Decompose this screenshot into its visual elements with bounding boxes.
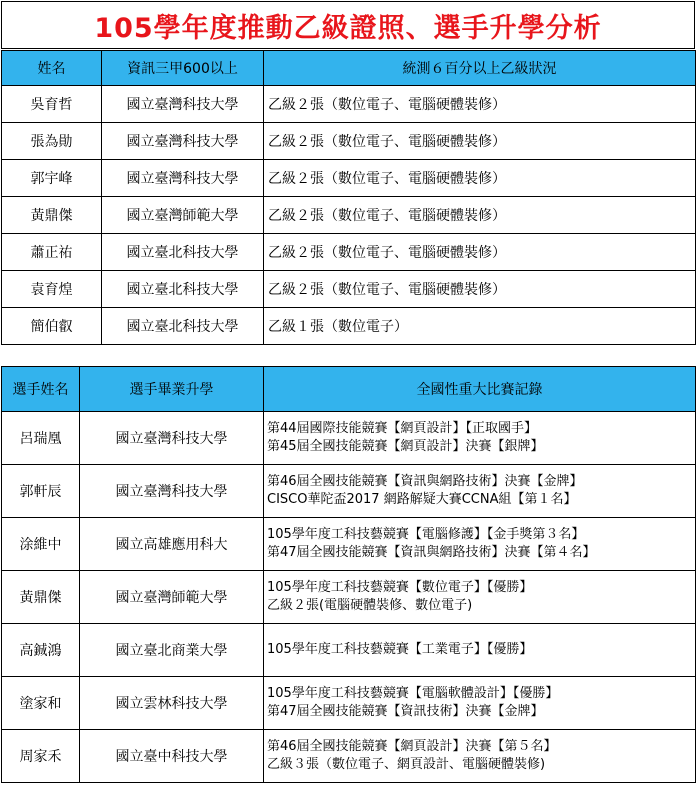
student-name: 黃鼎傑 (2, 197, 102, 234)
school-name: 國立臺灣科技大學 (102, 160, 264, 197)
competition-records (264, 518, 696, 571)
competition-records (264, 624, 696, 677)
record-line: 乙級３張（數位電子、網頁設計、電腦硬體裝修) (267, 757, 546, 772)
student-name: 張為勛 (2, 123, 102, 160)
player-name: 高鋮鴻 (2, 624, 80, 677)
player-name: 涂維中 (2, 518, 80, 571)
certification-status: 乙級２張（數位電子、電腦硬體裝修） (264, 271, 696, 308)
header-player-name: 選手姓名 (2, 367, 80, 412)
school-name: 國立臺北科技大學 (102, 308, 264, 345)
player-name: 黃鼎傑 (2, 571, 80, 624)
school-name: 國立臺灣科技大學 (102, 86, 264, 123)
record-line: 第45屆全國技能競賽【網頁設計】決賽【銀牌】 (267, 439, 544, 454)
school-name: 國立臺灣科技大學 (80, 412, 264, 465)
header-competition-record: 全國性重大比賽記錄 (264, 367, 696, 412)
certification-status: 乙級２張（數位電子、電腦硬體裝修） (264, 123, 696, 160)
table-row (2, 86, 696, 123)
table-header-row (2, 367, 696, 412)
record-line: 第44屆國際技能競賽【網頁設計】【正取國手】 (267, 421, 538, 436)
player-name: 呂瑞凰 (2, 412, 80, 465)
table-row (2, 730, 696, 783)
table-row (2, 123, 696, 160)
table-row (2, 677, 696, 730)
table-row (2, 197, 696, 234)
table-row (2, 308, 696, 345)
school-name: 國立臺灣科技大學 (80, 465, 264, 518)
certification-status: 乙級１張（數位電子） (264, 308, 696, 345)
record-line: 第46屆全國技能競賽【網頁設計】決賽【第５名】 (267, 739, 557, 754)
school-name: 國立臺灣師範大學 (102, 197, 264, 234)
header-school: 資訊三甲600以上 (102, 51, 264, 86)
student-name: 吳育哲 (2, 86, 102, 123)
school-name: 國立臺中科技大學 (80, 730, 264, 783)
table-row (2, 234, 696, 271)
record-line: 第47屆全國技能競賽【資訊技術】決賽【金牌】 (267, 704, 544, 719)
school-name: 國立雲林科技大學 (80, 677, 264, 730)
school-name: 國立臺北科技大學 (102, 234, 264, 271)
school-name: 國立臺北商業大學 (80, 624, 264, 677)
student-name: 簡伯叡 (2, 308, 102, 345)
table-header-row (2, 51, 696, 86)
table-row (2, 160, 696, 197)
table-row (2, 412, 696, 465)
student-name: 袁育煌 (2, 271, 102, 308)
table-row (2, 271, 696, 308)
competition-records (264, 412, 696, 465)
certification-status: 乙級２張（數位電子、電腦硬體裝修） (264, 234, 696, 271)
certification-table (1, 50, 696, 345)
competition-records (264, 465, 696, 518)
table-row (2, 571, 696, 624)
school-name: 國立臺北科技大學 (102, 271, 264, 308)
player-name: 塗家和 (2, 677, 80, 730)
header-certification: 統測６百分以上乙級狀況 (264, 51, 696, 86)
table-row (2, 465, 696, 518)
record-line: 105學年度工科技藝競賽【工業電子】【優勝】 (267, 642, 533, 657)
competition-records (264, 571, 696, 624)
record-line: 乙級２張(電腦硬體裝修、數位電子) (267, 598, 473, 613)
record-line: CISCO華陀盃2017 網路解疑大賽CCNA組【第１名】 (267, 492, 577, 507)
school-name: 國立臺灣科技大學 (102, 123, 264, 160)
record-line: 105學年度工科技藝競賽【電腦修護】【金手獎第３名】 (267, 527, 585, 542)
certification-status: 乙級２張（數位電子、電腦硬體裝修） (264, 86, 696, 123)
record-line: 第47屆全國技能競賽【資訊與網路技術】決賽【第４名】 (267, 545, 596, 560)
certification-status: 乙級２張（數位電子、電腦硬體裝修） (264, 160, 696, 197)
record-line: 105學年度工科技藝競賽【電腦軟體設計】【優勝】 (267, 686, 559, 701)
table-row (2, 518, 696, 571)
page-title: 105學年度推動乙級證照、選手升學分析 (1, 1, 695, 49)
header-name: 姓名 (2, 51, 102, 86)
student-name: 郭宇峰 (2, 160, 102, 197)
school-name: 國立臺灣師範大學 (80, 571, 264, 624)
player-name: 郭軒辰 (2, 465, 80, 518)
competition-records (264, 677, 696, 730)
record-line: 第46屆全國技能競賽【資訊與網路技術】決賽【金牌】 (267, 474, 583, 489)
competition-records (264, 730, 696, 783)
school-name: 國立高雄應用科大 (80, 518, 264, 571)
student-name: 蕭正祐 (2, 234, 102, 271)
record-line: 105學年度工科技藝競賽【數位電子】【優勝】 (267, 580, 533, 595)
competition-table (1, 366, 696, 783)
table-row (2, 624, 696, 677)
player-name: 周家禾 (2, 730, 80, 783)
certification-status: 乙級２張（數位電子、電腦硬體裝修） (264, 197, 696, 234)
header-player-school: 選手畢業升學 (80, 367, 264, 412)
